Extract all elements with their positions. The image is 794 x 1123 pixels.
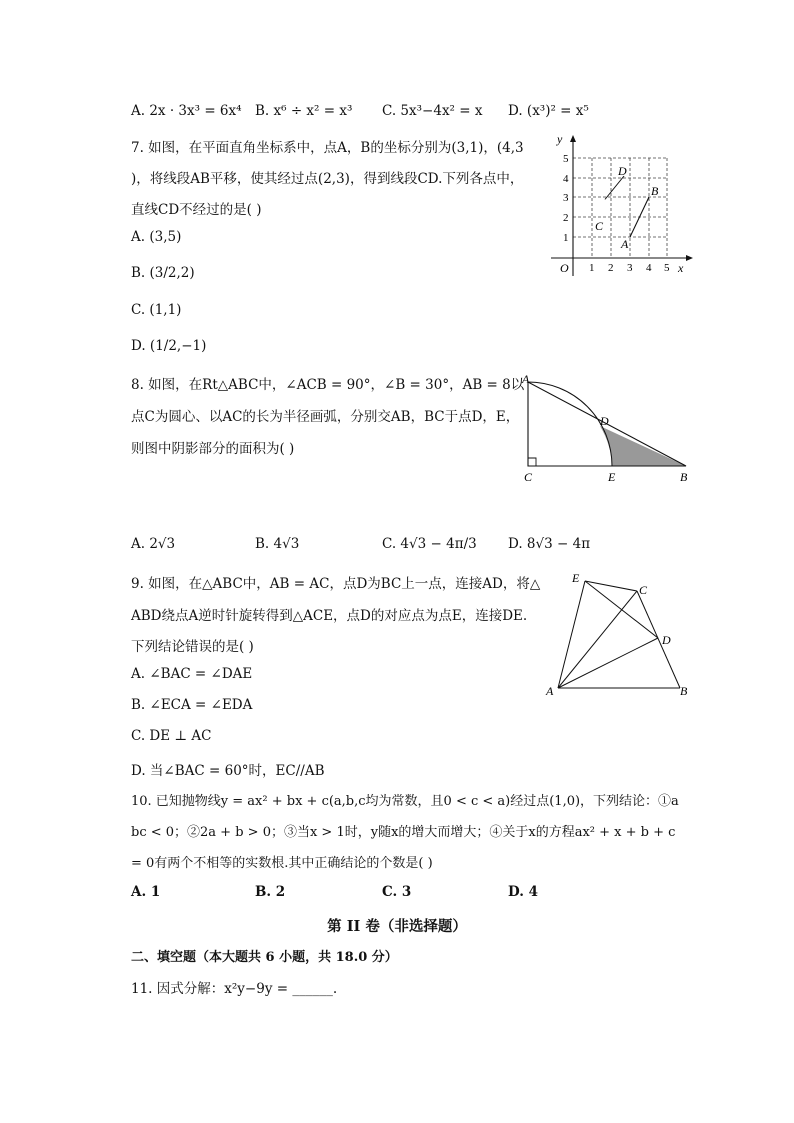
q7-label-d: D bbox=[618, 164, 627, 178]
q9-segment-ec bbox=[585, 581, 637, 591]
q7-label-a: A bbox=[621, 237, 629, 251]
q9-option-d: D. 当∠BAC = 60°时，EC//AB bbox=[131, 763, 325, 779]
q7-line-3: 直线CD不经过的是( ) bbox=[131, 202, 262, 218]
q9-label-e: E bbox=[572, 571, 580, 585]
q8-line-3: 则图中阴影部分的面积为( ) bbox=[131, 441, 295, 457]
q10-option-a: A. 1 bbox=[131, 884, 161, 900]
q6-option-a: A. 2x · 3x³ = 6x⁴ bbox=[131, 103, 242, 119]
svg-text:1: 1 bbox=[589, 262, 595, 274]
q8-label-d: D bbox=[600, 414, 609, 428]
q7-label-x: x bbox=[678, 261, 684, 275]
q7-option-a: A. (3,5) bbox=[131, 229, 182, 245]
svg-text:3: 3 bbox=[563, 192, 569, 204]
q9-option-c: C. DE ⊥ AC bbox=[131, 728, 212, 744]
q9-line-2: ABD绕点A逆时针旋转得到△ACE，点D的对应点为点E，连接DE. bbox=[131, 608, 528, 624]
svg-text:2: 2 bbox=[608, 262, 614, 274]
q10-option-d: D. 4 bbox=[508, 884, 539, 900]
q10-line-1: 10. 已知抛物线y = ax² + bx + c(a,b,c均为常数，且0 < c < a)经过点(1,0)，下列结论：①a bbox=[131, 794, 679, 809]
q8-label-a: A bbox=[522, 372, 530, 386]
svg-text:2: 2 bbox=[563, 212, 569, 224]
section-title: 第 II 卷（非选择题） bbox=[327, 918, 467, 935]
svg-text:1: 1 bbox=[563, 232, 569, 244]
q7-coordinate-figure bbox=[545, 128, 705, 278]
q7-option-c: C. (1,1) bbox=[131, 302, 182, 318]
q7-label-b: B bbox=[651, 184, 659, 198]
q7-option-b: B. (3/2,2) bbox=[131, 265, 195, 281]
q9-segment-cb bbox=[637, 591, 680, 688]
q6-option-c: C. 5x³−4x² = x bbox=[382, 103, 483, 119]
svg-text:3: 3 bbox=[627, 262, 633, 274]
q9-line-3: 下列结论错误的是( ) bbox=[131, 639, 254, 655]
q7-x-arrow bbox=[686, 255, 693, 261]
svg-text:4: 4 bbox=[646, 262, 652, 274]
q7-segment-ab bbox=[630, 197, 649, 237]
q8-label-e: E bbox=[608, 470, 616, 484]
svg-text:5: 5 bbox=[563, 153, 569, 165]
q8-option-c: C. 4√3 − 4π/3 bbox=[382, 536, 477, 552]
q7-option-d: D. (1/2,−1) bbox=[131, 338, 207, 354]
q9-segment-ad bbox=[558, 638, 658, 688]
q7-x-tick-labels bbox=[589, 262, 670, 274]
q8-line-2: 点C为圆心、以AC的长为半径画弧，分别交AB，BC于点D，E， bbox=[131, 409, 520, 425]
q8-option-b: B. 4√3 bbox=[255, 536, 300, 552]
q8-line-1: 8. 如图，在Rt△ABC中，∠ACB = 90°，∠B = 30°，AB = 8以 bbox=[131, 377, 525, 393]
section-subtitle: 二、填空题（本大题共 6 小题，共 18.0 分） bbox=[131, 950, 398, 965]
q7-y-arrow bbox=[570, 135, 576, 142]
q10-line-2: bc < 0；②2a + b > 0；③当x > 1时，y随x的增大而增大；④关于x的方程ax² + x + b + c bbox=[131, 825, 676, 840]
q8-option-d: D. 8√3 − 4π bbox=[508, 536, 591, 552]
q8-option-a: A. 2√3 bbox=[131, 536, 176, 552]
q8-right-angle-mark bbox=[528, 458, 536, 466]
q9-label-c: C bbox=[639, 583, 648, 597]
q7-label-y: y bbox=[557, 132, 563, 146]
q9-label-b: B bbox=[680, 684, 688, 698]
q8-shaded-region bbox=[600, 426, 686, 466]
q9-option-b: B. ∠ECA = ∠EDA bbox=[131, 697, 253, 713]
q9-label-a: A bbox=[546, 684, 554, 698]
q10-option-b: B. 2 bbox=[255, 884, 286, 900]
q6-option-b: B. x⁶ ÷ x² = x³ bbox=[255, 103, 353, 119]
q9-line-1: 9. 如图，在△ABC中，AB = AC，点D为BC上一点，连接AD，将△ bbox=[131, 576, 541, 592]
svg-text:5: 5 bbox=[664, 262, 670, 274]
q7-segment-cd bbox=[605, 176, 624, 199]
q9-segment-ed bbox=[585, 581, 658, 638]
q9-rotation-figure bbox=[540, 566, 700, 701]
q9-label-d: D bbox=[662, 633, 671, 647]
q8-triangle-figure bbox=[518, 372, 698, 487]
q7-label-c: C bbox=[595, 219, 604, 233]
q10-option-c: C. 3 bbox=[382, 884, 412, 900]
svg-text:4: 4 bbox=[563, 173, 569, 185]
q11-text: 11. 因式分解：x²y−9y = ______. bbox=[131, 981, 338, 997]
q8-label-c: C bbox=[524, 470, 533, 484]
q9-option-a: A. ∠BAC = ∠DAE bbox=[131, 666, 253, 682]
q10-line-3: = 0有两个不相等的实数根.其中正确结论的个数是( ) bbox=[131, 856, 433, 871]
q7-label-o: O bbox=[560, 261, 569, 275]
q7-line-2: )，将线段AB平移，使其经过点(2,3)，得到线段CD.下列各点中， bbox=[131, 171, 524, 187]
q7-y-tick-labels bbox=[563, 153, 569, 244]
q7-line-1: 7. 如图，在平面直角坐标系中，点A，B的坐标分别为(3,1)，(4,3 bbox=[131, 140, 524, 156]
q8-label-b: B bbox=[680, 470, 688, 484]
q6-option-d: D. (x³)² = x⁵ bbox=[508, 103, 589, 119]
